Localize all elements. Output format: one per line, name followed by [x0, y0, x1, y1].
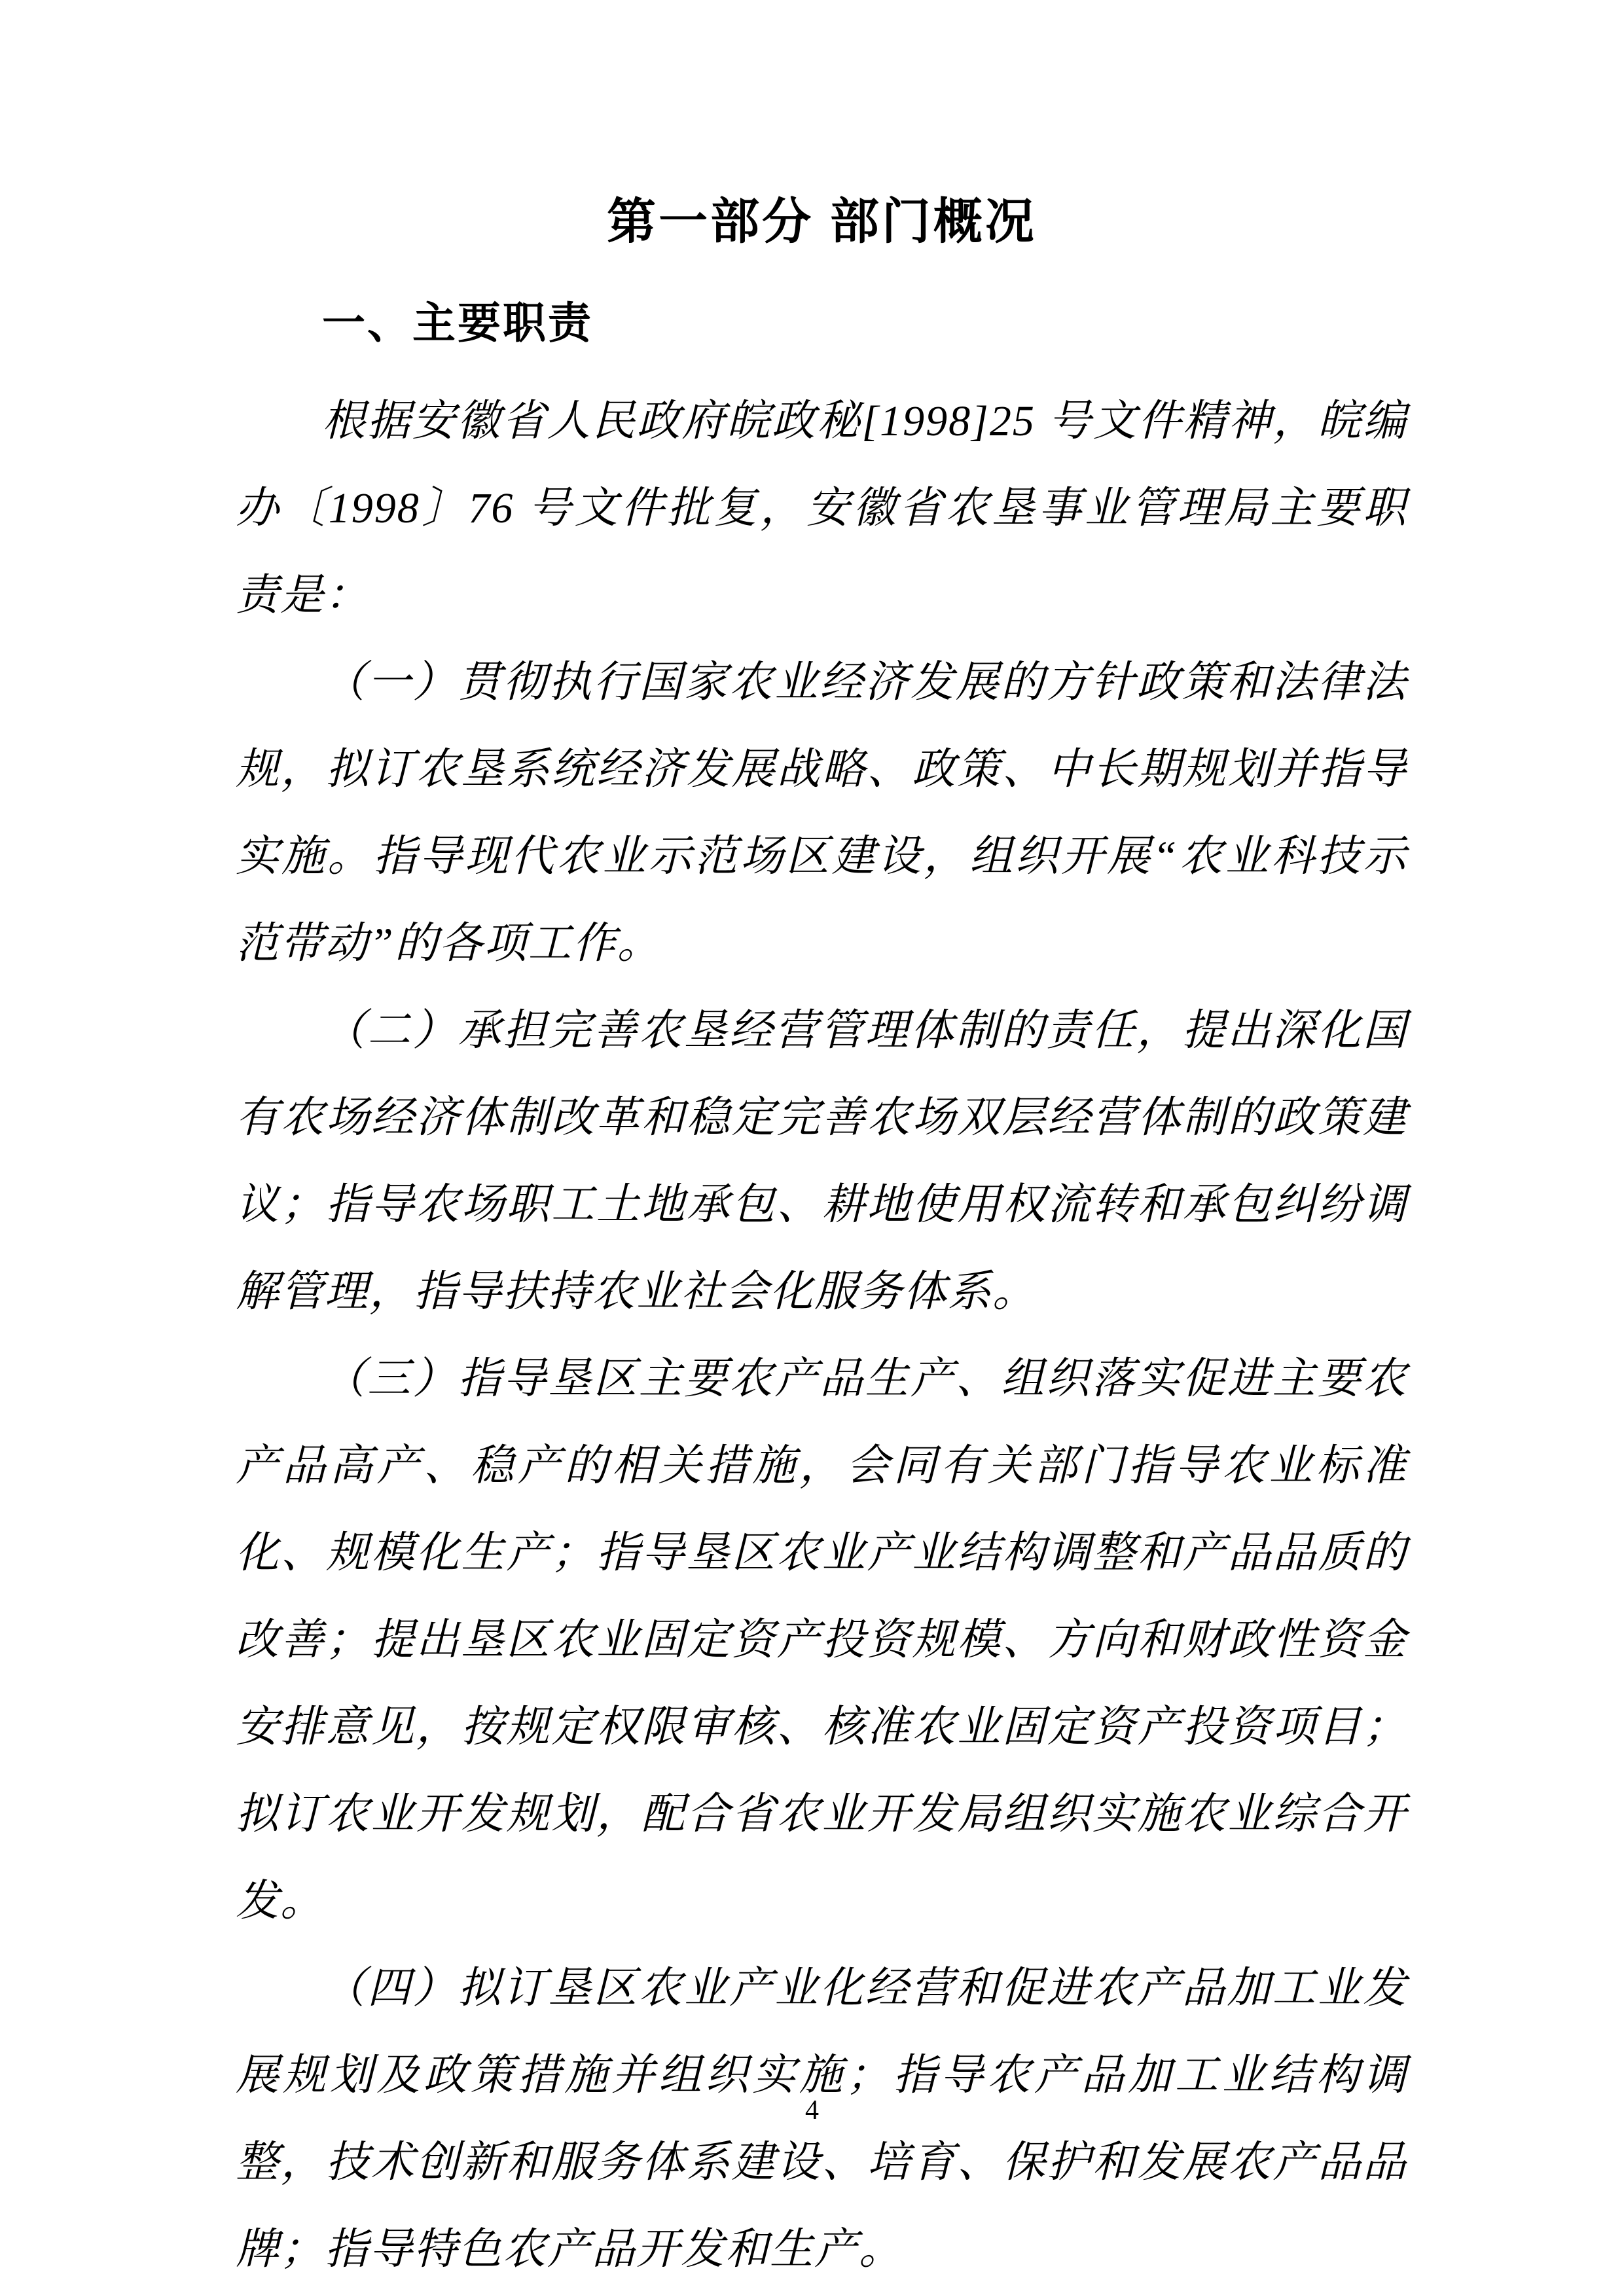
paragraph: （一）贯彻执行国家农业经济发展的方针政策和法律法规，拟订农垦系统经济发展战略、政策、中长期规划并指导实施。指导现代农业示范场区建设，组织开展“农业科技示范带动”的各项工作。 [236, 659, 1407, 967]
paragraph: （三）指导垦区主要农产品生产、组织落实促进主要农产品高产、稳产的相关措施，会同有关部门指导农业标准化、规模化生产；指导垦区农业产业结构调整和产品品质的改善；提出垦区农业固定资产投资规模、方向和财政性资金安排意见，按规定权限审核、核准农业固定资产投资项目；拟订农业开发规划，配合省农业开发局组织实施农业综合开发。 [236, 1355, 1407, 1925]
page-number: 4 [805, 2095, 819, 2125]
paragraph: （四）拟订垦区农业产业化经营和促进农产品加工业发展规划及政策措施并组织实施；指导农产品加工业结构调整，技术创新和服务体系建设、培育、保护和发展农产品品牌；指导特色农产品开发和生产。 [236, 1964, 1407, 2273]
paragraph: （二）承担完善农垦经营管理体制的责任，提出深化国有农场经济体制改革和稳定完善农场双层经营体制的政策建议；指导农场职工土地承包、耕地使用权流转和承包纠纷调解管理，指导扶持农业社会化服务体系。 [236, 1007, 1407, 1316]
section-heading: 一、主要职责 [322, 298, 593, 347]
document-body [236, 378, 1407, 2293]
page-title: 第一部分 部门概况 [607, 194, 1037, 249]
paragraph: 根据安徽省人民政府皖政秘[1998]25 号文件精神，皖编办〔1998〕76 号文件批复，安徽省农垦事业管理局主要职责是： [236, 397, 1407, 619]
